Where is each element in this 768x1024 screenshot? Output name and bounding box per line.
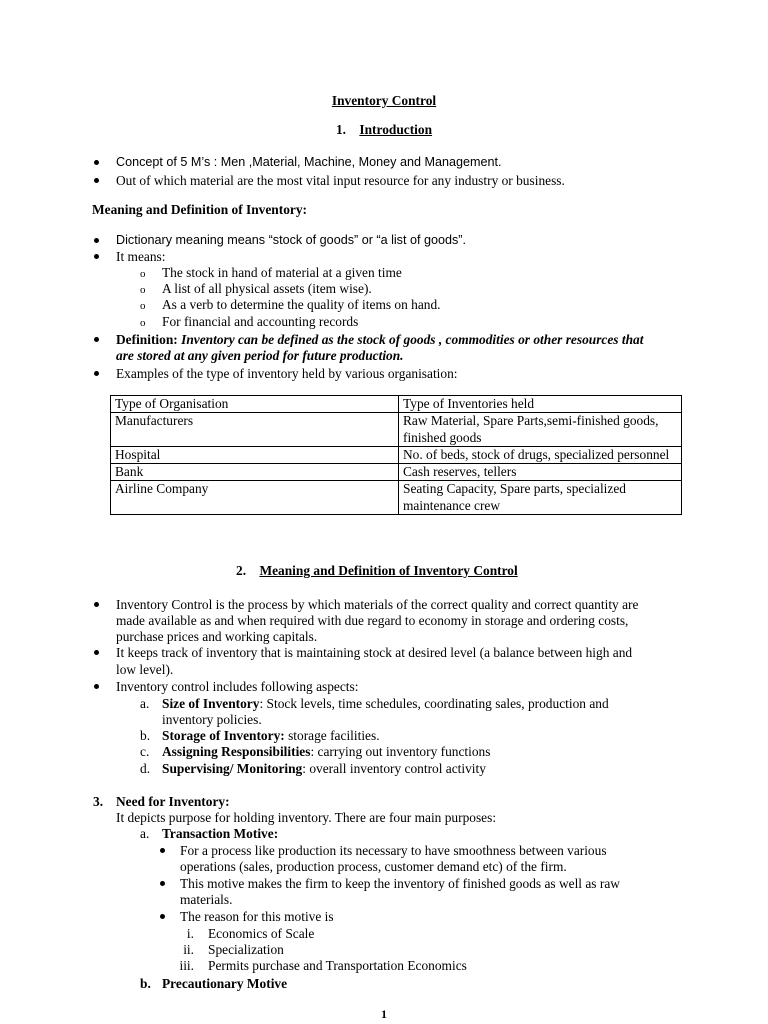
examples-bullet: Examples of the type of inventory held by various organisation: (116, 366, 458, 381)
aspect-text: : Stock levels, time schedules, coordinating sales, production and (259, 696, 609, 711)
roman-item-2: Specialization (208, 942, 284, 957)
aspect-text: storage facilities. (284, 728, 380, 743)
aspect-letter: a. (140, 696, 150, 711)
section-1-heading (0, 122, 768, 138)
definition-line-2: are stored at any given period for future production. (116, 348, 404, 363)
motive-letter: a. (140, 826, 150, 841)
definition-text-1: Inventory can be defined as the stock of goods , commodities or other resources that (181, 332, 644, 347)
sec2-bullet-2-line-2: low level). (116, 662, 174, 677)
transaction-motive-title: Transaction Motive: (162, 826, 279, 841)
aspect-item-2 (162, 728, 380, 744)
transaction-bullet-2-line-2: materials. (180, 892, 233, 907)
bullet-icon (94, 684, 99, 689)
section-1-number: 1. (335, 122, 346, 137)
aspect-item-3 (162, 744, 490, 760)
bullet-icon (94, 238, 99, 243)
aspect-item-4 (162, 761, 486, 777)
aspect-item-1-line-2: inventory policies. (162, 712, 262, 727)
dictionary-bullet: Dictionary meaning means “stock of goods” or “a list of goods”. (116, 233, 466, 247)
transaction-bullet-2-line-1: This motive makes the firm to keep the inventory of finished goods as well as raw (180, 876, 620, 891)
section-2-number: 2. (236, 563, 247, 578)
it-means-item-4: For financial and accounting records (162, 314, 359, 329)
aspect-label: Supervising/ Monitoring (162, 761, 303, 776)
meaning-heading: Meaning and Definition of Inventory: (92, 202, 308, 217)
sec2-bullet-3: Inventory control includes following aspects: (116, 679, 359, 694)
table-cell: Seating Capacity, Spare parts, specialized maintenance crew (399, 481, 682, 515)
bullet-icon (160, 848, 165, 853)
it-means-bullet: It means: (116, 249, 166, 264)
transaction-bullet-1-line-1: For a process like production its necessary to have smoothness between various (180, 843, 607, 858)
inventory-types-table (110, 395, 682, 515)
table-row (111, 464, 682, 481)
bullet-icon (160, 914, 165, 919)
aspect-label: Storage of Inventory: (162, 728, 285, 743)
sec2-bullet-1-line-3: purchase prices and working capitals. (116, 629, 318, 644)
table-cell: Raw Material, Spare Parts,semi-finished goods, finished goods (399, 413, 682, 447)
section-3-number: 3. (93, 794, 104, 809)
roman-number: iii. (179, 958, 194, 973)
roman-number: ii. (183, 942, 194, 957)
motive-letter: b. (140, 976, 151, 991)
aspect-letter: d. (140, 761, 151, 776)
table-cell: Airline Company (111, 481, 399, 515)
table-cell: Hospital (111, 446, 399, 463)
circle-bullet-icon: o (140, 300, 146, 312)
roman-number: i. (186, 926, 194, 941)
circle-bullet-icon: o (140, 317, 146, 329)
table-row (111, 413, 682, 447)
table-cell: Cash reserves, tellers (399, 464, 682, 481)
section-1-title: Introduction (359, 122, 433, 137)
aspect-label: Assigning Responsibilities (162, 744, 311, 759)
aspect-text: : carrying out inventory functions (310, 744, 491, 759)
sec2-bullet-1-line-1: Inventory Control is the process by which materials of the correct quality and correct quantity are (116, 597, 639, 612)
bullet-icon (160, 881, 165, 886)
definition-label: Definition: (116, 332, 178, 347)
sec2-bullet-1-line-2: made available as and when required with due regard to economy in storage and ordering costs, (116, 613, 629, 628)
table-cell: No. of beds, stock of drugs, specialized personnel (399, 446, 682, 463)
circle-bullet-icon: o (140, 268, 146, 280)
table-cell: Manufacturers (111, 413, 399, 447)
section-2-title: Meaning and Definition of Inventory Control (259, 563, 518, 578)
sec2-bullet-2-line-1: It keeps track of inventory that is maintaining stock at desired level (a balance between high and (116, 645, 633, 660)
bullet-icon (94, 254, 99, 259)
aspect-label: Size of Inventory (162, 696, 260, 711)
section-3-intro: It depicts purpose for holding inventory. There are four main purposes: (116, 810, 497, 825)
it-means-item-1: The stock in hand of material at a given time (162, 265, 402, 280)
table-header-cell: Type of Organisation (111, 396, 399, 413)
bullet-icon (94, 337, 99, 342)
it-means-item-2: A list of all physical assets (item wise). (162, 281, 372, 296)
page-title: Inventory Control (331, 93, 437, 108)
table-row (111, 446, 682, 463)
bullet-icon (94, 371, 99, 376)
transaction-bullet-3: The reason for this motive is (180, 909, 334, 924)
section-2-heading (236, 563, 518, 579)
aspect-item-1 (162, 696, 609, 712)
bullet-icon (94, 602, 99, 607)
definition-line-1 (116, 332, 643, 348)
intro-bullet-2: Out of which material are the most vital input resource for any industry or business. (116, 173, 565, 188)
circle-bullet-icon: o (140, 284, 146, 296)
transaction-bullet-1-line-2: operations (sales, production process, customer demand etc) of the firm. (180, 859, 567, 874)
precautionary-motive-title: Precautionary Motive (162, 976, 288, 991)
table-header-cell: Type of Inventories held (399, 396, 682, 413)
it-means-item-3: As a verb to determine the quality of items on hand. (162, 297, 441, 312)
table-cell: Bank (111, 464, 399, 481)
intro-bullet-1: Concept of 5 M’s : Men ,Material, Machine, Money and Management. (116, 155, 502, 169)
roman-item-1: Economics of Scale (208, 926, 315, 941)
table-header-row (111, 396, 682, 413)
page-number: 1 (381, 1007, 387, 1021)
aspect-letter: c. (140, 744, 150, 759)
aspect-text: : overall inventory control activity (302, 761, 486, 776)
table-row (111, 481, 682, 515)
bullet-icon (94, 178, 99, 183)
aspect-letter: b. (140, 728, 151, 743)
bullet-icon (94, 650, 99, 655)
roman-item-3: Permits purchase and Transportation Economics (208, 958, 467, 973)
section-3-title: Need for Inventory: (116, 794, 230, 809)
bullet-icon (94, 160, 99, 165)
